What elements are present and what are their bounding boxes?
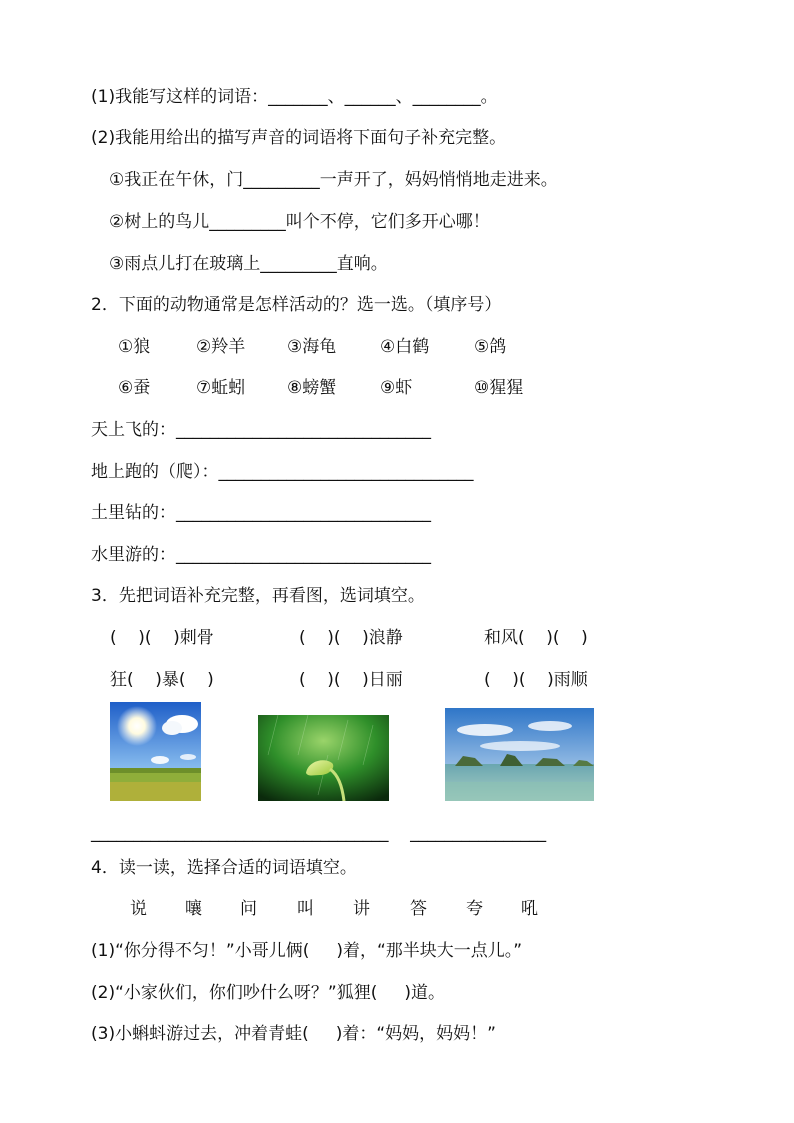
- q2-sky-line: 天上飞的：______________________________: [91, 420, 431, 440]
- idiom-2: ( )( )浪静: [299, 628, 403, 648]
- animal-7: ⑦蚯蚓: [196, 378, 246, 398]
- q1-line1: (1)我能写这样的词语：_______、______、________。: [91, 87, 498, 107]
- animal-3: ③海龟: [287, 337, 337, 357]
- q1-sentence-1: ①我正在午休，门_________一声开了，妈妈悄悄地走进来。: [109, 170, 558, 190]
- q4-sentence-1: (1)“你分得不匀！”小哥儿俩( )着，“那半块大一点儿。”: [91, 941, 523, 961]
- q3-title: 3．先把词语补充完整，再看图，选词填空。: [91, 586, 425, 606]
- animal-8: ⑧螃蟹: [287, 378, 337, 398]
- q2-ground-line: 地上跑的（爬）：______________________________: [91, 462, 474, 482]
- word-5: 讲: [353, 899, 370, 919]
- idiom-6: ( )( )雨顺: [484, 670, 588, 690]
- calm-sea-picture: [445, 708, 594, 801]
- animal-1: ①狼: [118, 337, 151, 357]
- animal-9: ⑨虾: [380, 378, 413, 398]
- word-4: 叫: [297, 899, 314, 919]
- idiom-5: ( )( )日丽: [299, 670, 403, 690]
- animal-6: ⑥蚕: [118, 378, 151, 398]
- word-2: 嚷: [185, 899, 202, 919]
- idiom-4: 狂( )暴( ): [110, 670, 214, 690]
- animal-5: ⑤鸽: [474, 337, 507, 357]
- q4-title: 4．读一读，选择合适的词语填空。: [91, 858, 357, 878]
- word-1: 说: [130, 899, 147, 919]
- q4-sentence-2: (2)“小家伙们，你们吵什么呀？”狐狸( )道。: [91, 983, 445, 1003]
- green-sprout-picture: [258, 715, 389, 801]
- animal-4: ④白鹤: [380, 337, 430, 357]
- animal-10: ⑩猩猩: [474, 378, 524, 398]
- word-6: 答: [410, 899, 427, 919]
- q3-answer-lines: ___________________________________ ________________: [91, 823, 547, 843]
- sunny-meadow-picture: [110, 702, 201, 801]
- q2-title: 2．下面的动物通常是怎样活动的？选一选。（填序号）: [91, 295, 502, 315]
- q1-line2: (2)我能用给出的描写声音的词语将下面句子补充完整。: [91, 128, 507, 148]
- q1-sentence-3: ③雨点儿打在玻璃上_________直响。: [109, 254, 388, 274]
- idiom-1: ( )( )刺骨: [110, 628, 214, 648]
- word-3: 问: [240, 899, 257, 919]
- q2-water-line: 水里游的：______________________________: [91, 545, 431, 565]
- idiom-3: 和风( )( ): [484, 628, 588, 648]
- word-7: 夸: [466, 899, 483, 919]
- q4-sentence-3: (3)小蝌蚪游过去，冲着青蛙( )着：“妈妈，妈妈！”: [91, 1024, 496, 1044]
- q2-soil-line: 土里钻的：______________________________: [91, 503, 431, 523]
- word-8: 吼: [521, 899, 538, 919]
- animal-2: ②羚羊: [196, 337, 246, 357]
- q1-sentence-2: ②树上的鸟儿_________叫个不停，它们多开心哪！: [109, 212, 490, 232]
